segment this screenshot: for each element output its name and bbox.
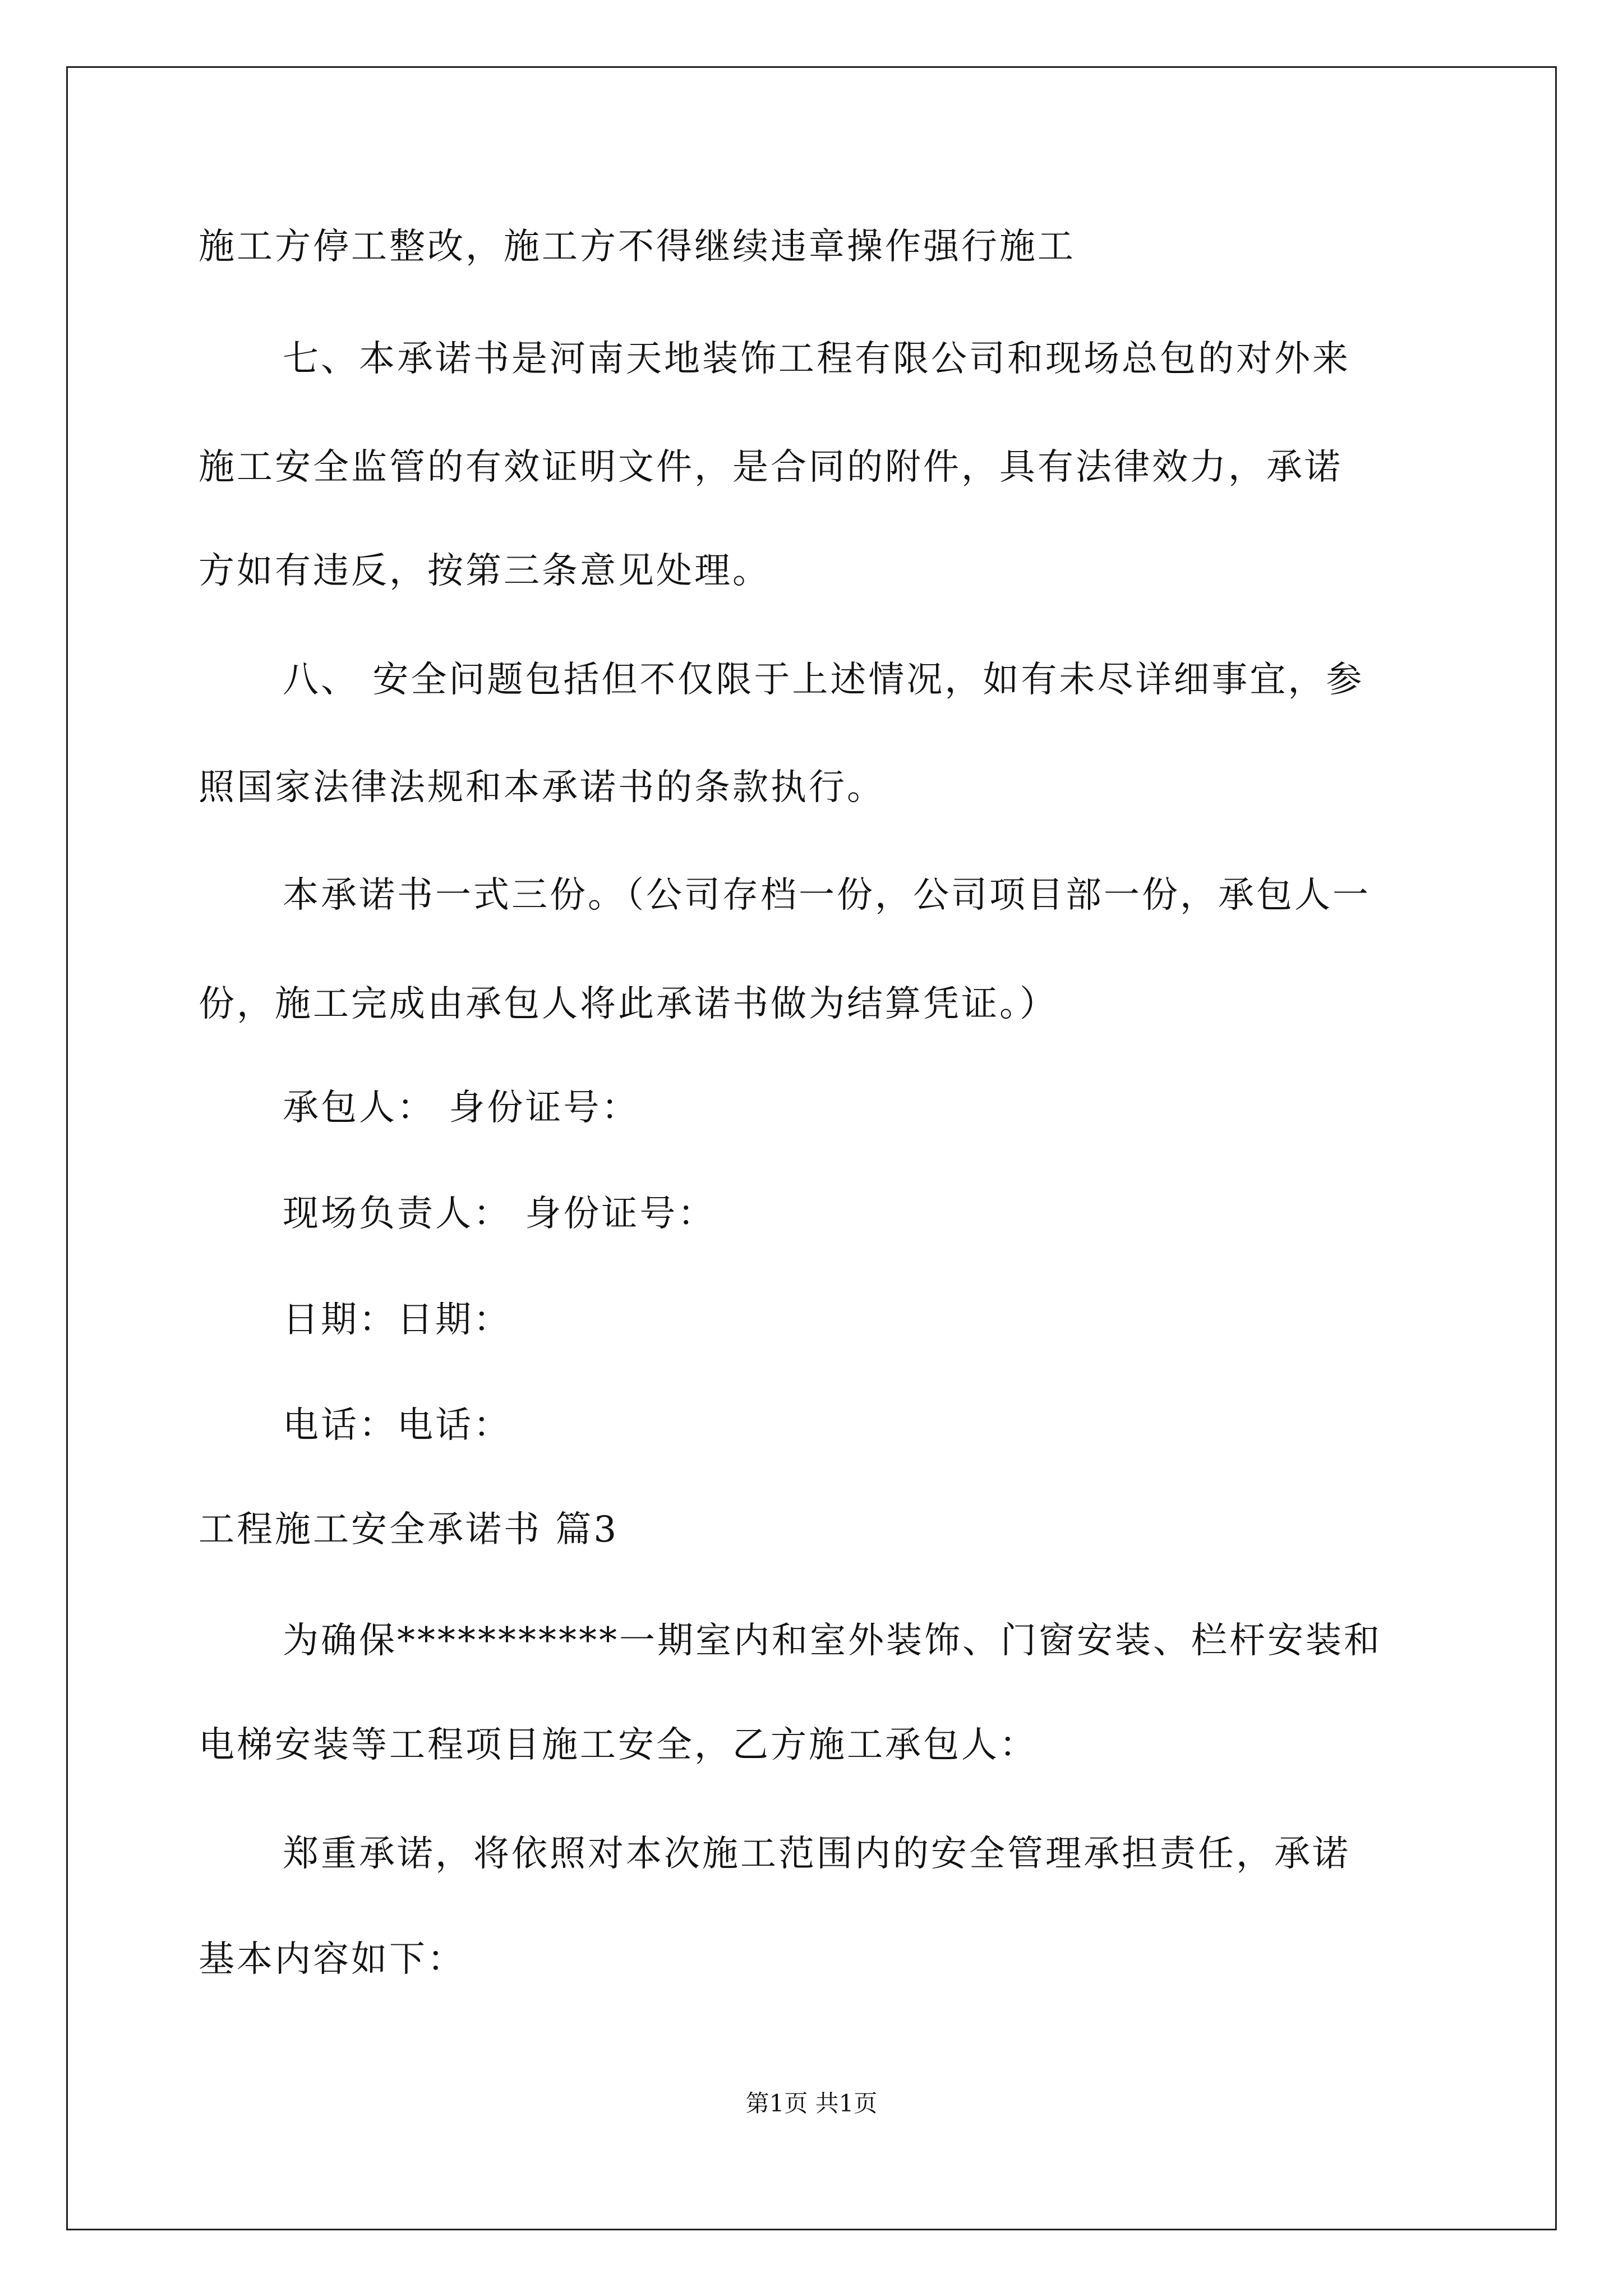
copies-line-1: 本承诺书一式三份。（公司存档一份，公司项目部一份，承包人一 bbox=[283, 875, 1371, 916]
intro-line-2: 电梯安装等工程项目施工安全，乙方施工承包人： bbox=[199, 1724, 1038, 1766]
site-manager-signature-line: 现场负责人： 身份证号： bbox=[283, 1193, 716, 1235]
text-line: 施工方停工整改，施工方不得继续违章操作强行施工 bbox=[199, 226, 1076, 268]
contractor-signature-line: 承包人： 身份证号： bbox=[283, 1087, 640, 1129]
clause-7-line-1: 七、本承诺书是河南天地装饰工程有限公司和现场总包的对外来 bbox=[283, 338, 1350, 380]
date-line: 日期：日期： bbox=[283, 1299, 511, 1341]
page-border bbox=[66, 66, 1557, 2230]
clause-8-line-1: 八、 安全问题包括但不仅限于上述情况，如有未尽详细事宜，参 bbox=[283, 659, 1364, 701]
commitment-line-2: 基本内容如下： bbox=[199, 1939, 465, 1980]
clause-8-line-2: 照国家法律法规和本承诺书的条款执行。 bbox=[199, 767, 885, 808]
commitment-line-1: 郑重承诺，将依照对本次施工范围内的安全管理承担责任，承诺 bbox=[283, 1833, 1350, 1875]
clause-7-line-2: 施工安全监管的有效证明文件，是合同的附件，具有法律效力，承诺 bbox=[199, 447, 1343, 488]
copies-line-2: 份，施工完成由承包人将此承诺书做为结算凭证。） bbox=[199, 983, 1058, 1025]
section-heading: 工程施工安全承诺书 篇3 bbox=[199, 1509, 619, 1550]
phone-line: 电话：电话： bbox=[283, 1405, 511, 1446]
intro-line-1: 为确保***********一期室内和室外装饰、门窗安装、栏杆安装和 bbox=[283, 1620, 1382, 1662]
clause-7-line-3: 方如有违反，按第三条意见处理。 bbox=[199, 550, 771, 592]
page-footer: 第1页 共1页 bbox=[745, 2090, 878, 2117]
